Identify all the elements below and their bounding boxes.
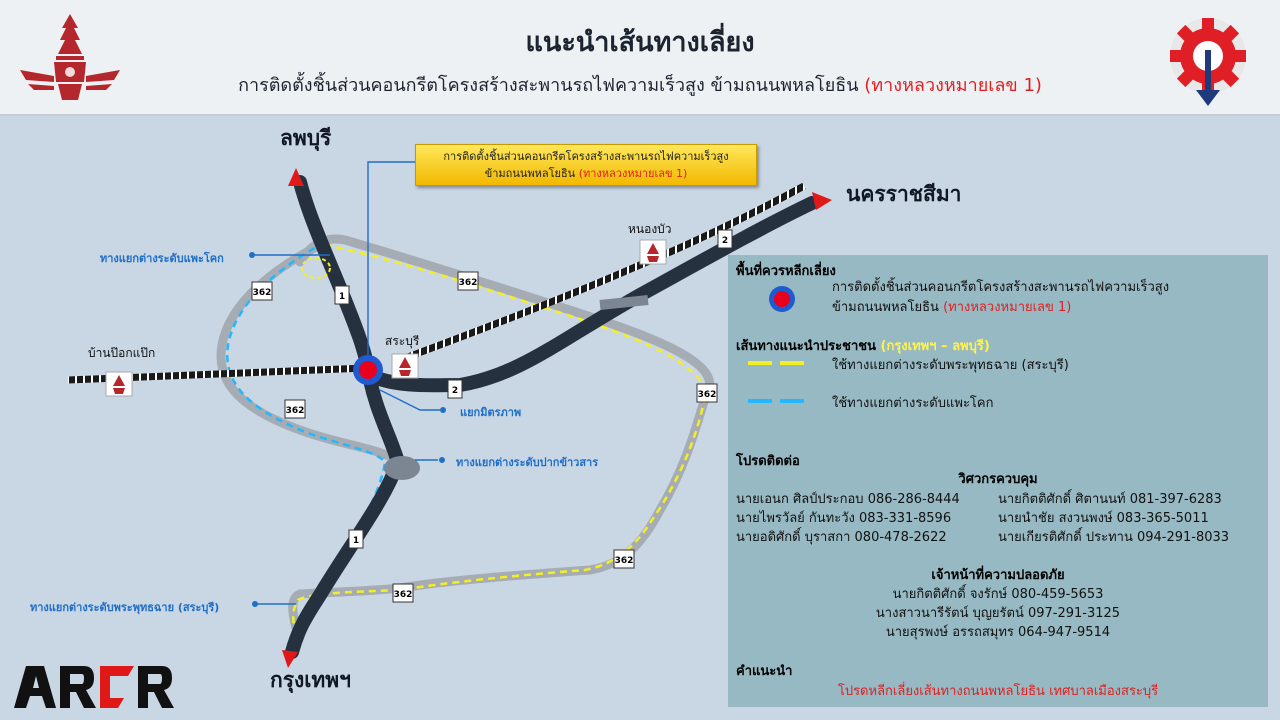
engineer-5: นายอดิศักดิ์ บุราสกา 080-478-2622 [736, 530, 947, 545]
railway [68, 186, 804, 380]
header [0, 0, 1280, 116]
place-ban-pok-paek: บ้านป๊อกแป๊ก [88, 346, 156, 360]
engineer-2: นายกิตติศักดิ์ ศิตานนท์ 081-397-6283 [998, 492, 1222, 507]
shield-362-e: 362 [614, 556, 634, 566]
construction-callout [415, 144, 757, 186]
shield-362-d: 362 [697, 390, 717, 400]
label-phra-phutthachai: ทางแยกต่างระดับพระพุทธฉาย (สระบุรี) [30, 601, 220, 614]
engineer-1: นายเอนก ศิลป์ประกอบ 086-286-8444 [736, 492, 960, 507]
shield-2-a: 2 [451, 386, 459, 396]
avoid-line2 [832, 296, 1071, 317]
route-title-text: เส้นทางแนะนำประชาชน [736, 339, 876, 354]
advice-text: โปรดหลีกเลี่ยงเส้นทางถนนพหลโยธิน เทศบาลเมืองสระบุรี [837, 684, 1159, 699]
avoid-title: พื้นที่ควรหลีกเลี่ยง [736, 264, 836, 279]
route-yellow-text: ใช้ทางแยกต่างระดับพระพุทธฉาย (สระบุรี) [832, 358, 1069, 373]
blue-dash-legend [780, 399, 804, 403]
yellow-dash-legend [780, 361, 804, 365]
shield-362-b: 362 [458, 278, 478, 288]
route-blue-text: ใช้ทางแยกต่างระดับแพะโคก [832, 396, 994, 411]
subtitle-highlight: (ทางหลวงหมายเลข 1) [864, 75, 1042, 96]
avoid-marker-icon [768, 285, 796, 313]
engineer-3: นายไพรวัลย์ กันทะวัง 083-331-8596 [736, 511, 952, 526]
callout-line1: การติดตั้งชิ้นส่วนคอนกรีตโครงสร้างสะพานรถไฟความเร็วสูง [443, 150, 729, 163]
shield-1-b: 1 [352, 536, 360, 546]
page-subtitle [0, 70, 1280, 99]
shield-1-a: 1 [338, 292, 346, 302]
callout-line2 [416, 165, 756, 182]
place-bangkok: กรุงเทพฯ [270, 668, 351, 692]
route-title [736, 335, 990, 356]
safety-title: เจ้าหน้าที่ความปลอดภัย [931, 568, 1065, 583]
safety-1: นายกิตติศักดิ์ จงรักษ์ 080-459-5653 [892, 587, 1104, 602]
yellow-dash-legend [748, 361, 772, 365]
shield-362-a: 362 [252, 288, 272, 298]
avoid-highlight: (ทางหลวงหมายเลข 1) [943, 300, 1072, 315]
arcr-logo [14, 664, 180, 710]
safety-3: นายสุรพงษ์ อรรถสมุทร 064-947-9514 [885, 625, 1111, 640]
subtitle-main: การติดตั้งชิ้นส่วนคอนกรีตโครงสร้างสะพานรถไฟความเร็วสูง ข้ามถนนพหลโยธิน [238, 75, 859, 96]
place-saraburi: สระบุรี [385, 334, 420, 348]
info-panel [728, 255, 1268, 707]
label-phae-khok: ทางแยกต่างระดับแพะโคก [100, 252, 224, 265]
avoid-line2-text: ข้ามถนนพหลโยธิน [832, 300, 939, 315]
shield-362-f: 362 [393, 590, 413, 600]
shield-362-c: 362 [285, 406, 305, 416]
route-highlight: (กรุงเทพฯ – ลพบุรี) [880, 339, 990, 354]
engineer-4: นายนำชัย สงวนพงษ์ 083-365-5011 [998, 511, 1209, 526]
place-nakhon-ratchasima: นครราชสีมา [846, 182, 962, 206]
place-lopburi: ลพบุรี [280, 126, 332, 150]
safety-2: นางสาวนารีรัตน์ บุญยรัตน์ 097-291-3125 [875, 606, 1121, 621]
gear-logo [1162, 12, 1254, 108]
engineer-6: นายเกียรติศักดิ์ ประทาน 094-291-8033 [998, 530, 1230, 545]
avoid-line1: การติดตั้งชิ้นส่วนคอนกรีตโครงสร้างสะพานรถไฟความเร็วสูง [832, 280, 1170, 295]
pak-khao-san-interchange [384, 456, 420, 480]
shield-2-b: 2 [721, 236, 729, 246]
label-pak-khao-san: ทางแยกต่างระดับปากข้าวสาร [456, 456, 599, 469]
callout-line2-text: ข้ามถนนพหลโยธิน [484, 167, 576, 180]
blue-dash-legend [748, 399, 772, 403]
place-nong-bua: หนองบัว [628, 222, 672, 236]
label-mitraphap: แยกมิตรภาพ [460, 406, 522, 419]
callout-highlight: (ทางหลวงหมายเลข 1) [578, 167, 688, 180]
engineers-title: วิศวกรควบคุม [958, 472, 1038, 487]
contact-title: โปรดติดต่อ [736, 454, 800, 469]
advice-title: คำแนะนำ [736, 664, 793, 679]
page-title: แนะนำเส้นทางเลี่ยง [525, 27, 755, 58]
